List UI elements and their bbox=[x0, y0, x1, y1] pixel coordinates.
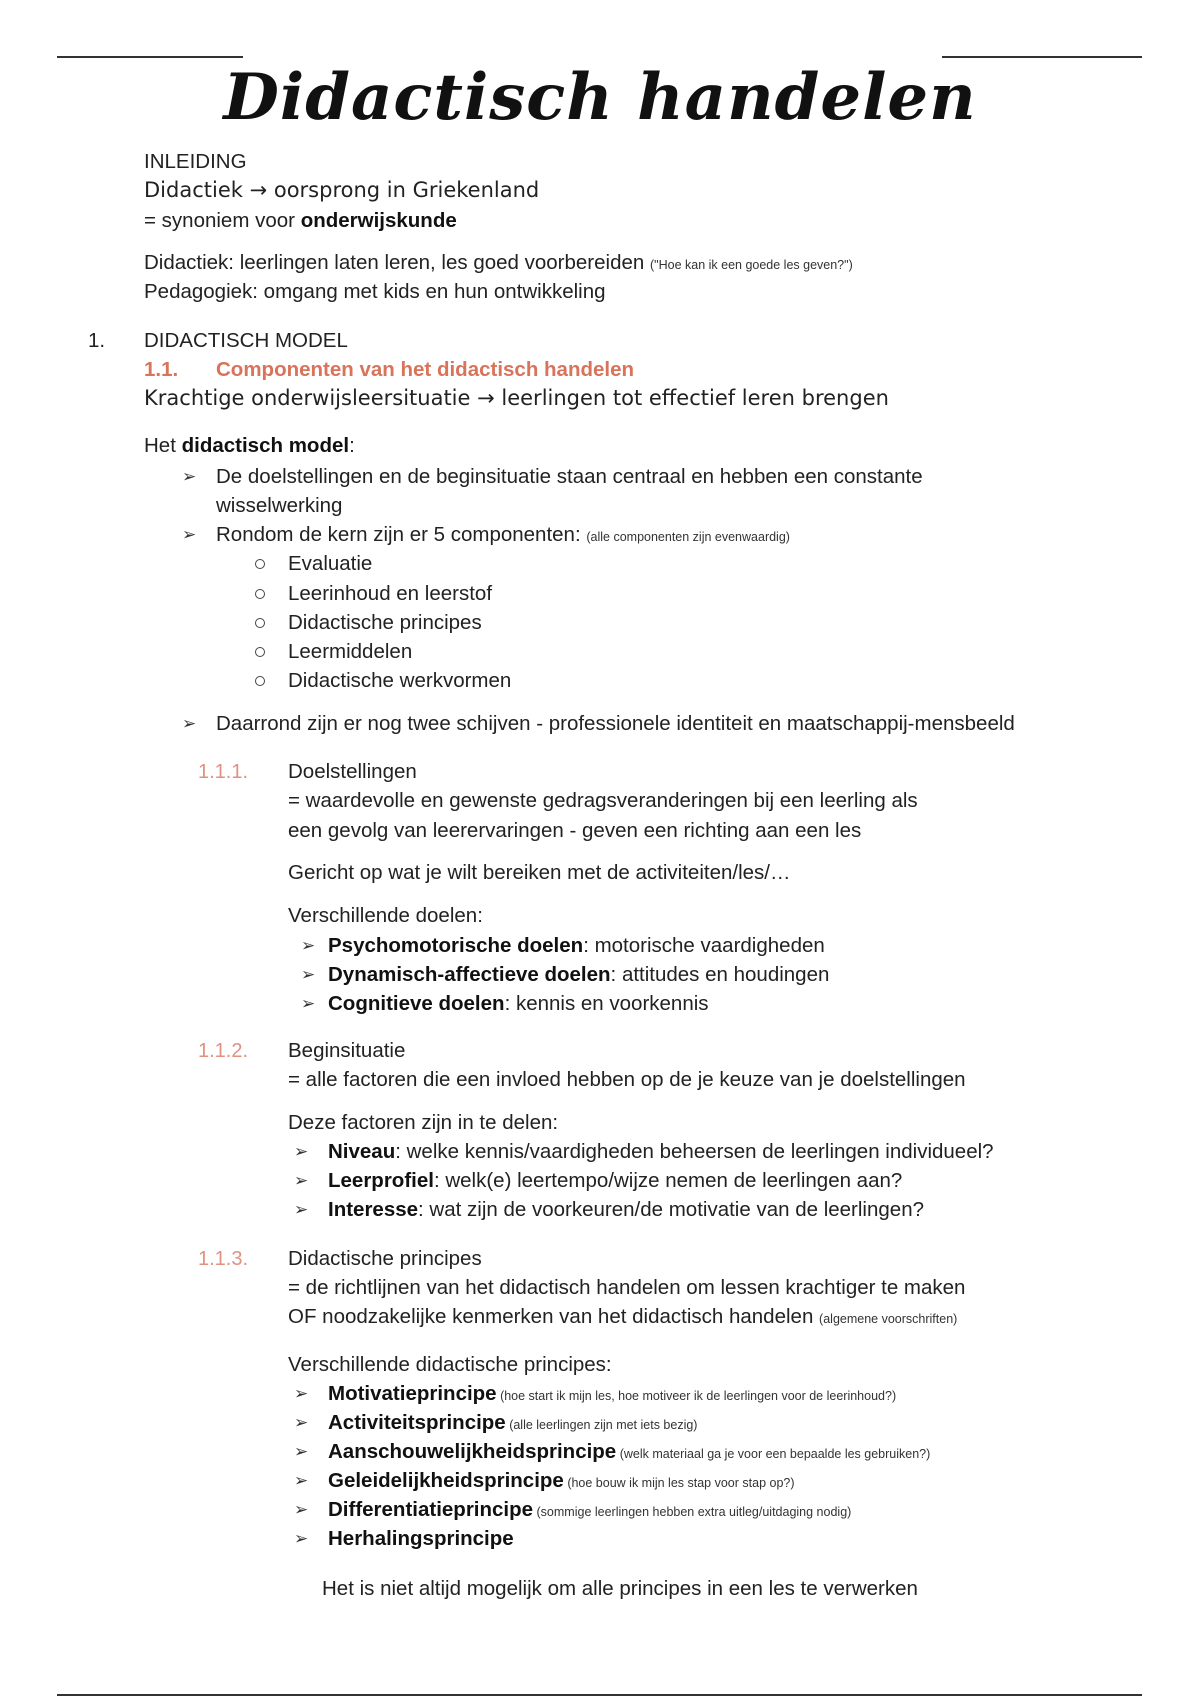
arrow-bullet-icon: ➢ bbox=[301, 994, 316, 1013]
arrow-bullet-icon: ➢ bbox=[294, 1471, 309, 1490]
component-item: Leermiddelen bbox=[288, 640, 413, 663]
arrow-bullet-icon: ➢ bbox=[294, 1500, 309, 1519]
beginsituatie-heading: Beginsituatie bbox=[288, 1039, 406, 1062]
subsection-number: 1.1. bbox=[144, 358, 179, 381]
doel-bold: Dynamisch-affectieve doelen bbox=[328, 963, 611, 986]
doel-text: : motorische vaardigheden bbox=[583, 934, 825, 957]
component-item: Leerinhoud en leerstof bbox=[288, 582, 493, 605]
arrow-bullet-icon: ➢ bbox=[182, 714, 197, 733]
principe-note: (hoe start ik mijn les, hoe motiveer ik de leerlingen voor de leerinhoud?) bbox=[496, 1389, 897, 1403]
arrow-bullet-icon: ➢ bbox=[294, 1384, 309, 1403]
principe-item bbox=[328, 1496, 851, 1526]
principe-item bbox=[328, 1467, 795, 1497]
factor-text: : wat zijn de voorkeuren/de motivatie van de leerlingen? bbox=[418, 1198, 924, 1221]
arrow-bullet-icon: ➢ bbox=[294, 1413, 309, 1432]
principes-def-1: = de richtlijnen van het didactisch handelen om lessen krachtiger te maken bbox=[288, 1276, 966, 1299]
principe-bold: Aanschouwelijkheidsprincipe bbox=[328, 1440, 617, 1463]
principes-def-2 bbox=[288, 1303, 957, 1333]
subsubsection-number: 1.1.1. bbox=[198, 761, 249, 783]
components-note: (alle componenten zijn evenwaardig) bbox=[586, 530, 790, 544]
component-item: Didactische werkvormen bbox=[288, 669, 512, 692]
section-tagline: Krachtige onderwijsleersituatie → leerlingen tot effectief leren brengen bbox=[144, 386, 889, 410]
model-bold: didactisch model bbox=[181, 434, 350, 457]
principe-item bbox=[328, 1409, 697, 1439]
principe-note: (hoe bouw ik mijn les stap voor stap op?) bbox=[563, 1476, 795, 1490]
principe-note: (alle leerlingen zijn met iets bezig) bbox=[505, 1418, 698, 1432]
doel-item bbox=[328, 990, 709, 1018]
arrow-bullet-icon: ➢ bbox=[182, 525, 197, 544]
didactiek-text: Didactiek: leerlingen laten leren, les goed voorbereiden bbox=[144, 251, 650, 274]
circle-bullet-icon bbox=[255, 589, 265, 599]
model-heading bbox=[144, 432, 355, 460]
doelstellingen-def-1: = waardevolle en gewenste gedragsveranderingen bij een leerling als bbox=[288, 789, 918, 812]
principes-intro: Verschillende didactische principes: bbox=[288, 1353, 612, 1376]
factor-bold: Niveau bbox=[328, 1140, 396, 1163]
doelstellingen-gericht: Gericht op wat je wilt bereiken met de activiteiten/les/… bbox=[288, 861, 791, 884]
doelstellingen-heading: Doelstellingen bbox=[288, 760, 417, 783]
circle-bullet-icon bbox=[255, 676, 265, 686]
document-title: Didactisch handelen bbox=[223, 60, 977, 135]
component-item: Didactische principes bbox=[288, 611, 482, 634]
principe-note: (welk materiaal ga je voor een bepaalde les gebruiken?) bbox=[616, 1447, 931, 1461]
principe-item bbox=[328, 1438, 930, 1468]
arrow-bullet-icon: ➢ bbox=[294, 1529, 309, 1548]
doel-item bbox=[328, 961, 829, 989]
didactiek-definition bbox=[144, 249, 853, 279]
subsubsection-number: 1.1.2. bbox=[198, 1040, 249, 1062]
intro-line-synoniem bbox=[144, 207, 457, 235]
arrow-bullet-icon: ➢ bbox=[301, 936, 316, 955]
arrow-bullet-icon: ➢ bbox=[294, 1142, 309, 1161]
model-pre: Het bbox=[144, 434, 182, 457]
model-bullet-2 bbox=[216, 521, 790, 551]
model-post: : bbox=[349, 434, 355, 457]
principes-heading: Didactische principes bbox=[288, 1247, 482, 1270]
factoren-intro: Deze factoren zijn in te delen: bbox=[288, 1111, 559, 1134]
principe-bold: Herhalingsprincipe bbox=[328, 1527, 514, 1550]
doel-bold: Psychomotorische doelen bbox=[328, 934, 584, 957]
factor-bold: Leerprofiel bbox=[328, 1169, 434, 1192]
principe-bold: Geleidelijkheidsprincipe bbox=[328, 1469, 564, 1492]
synoniem-text: = synoniem voor bbox=[144, 209, 301, 232]
factor-item bbox=[328, 1138, 994, 1166]
arrow-bullet-icon: ➢ bbox=[182, 467, 197, 486]
factor-bold: Interesse bbox=[328, 1198, 419, 1221]
bottom-rule bbox=[57, 1694, 1142, 1696]
factor-text: : welke kennis/vaardigheden beheersen de leerlingen individueel? bbox=[395, 1140, 994, 1163]
subsection-heading: Componenten van het didactisch handelen bbox=[216, 358, 635, 381]
principes-def-2-text: OF noodzakelijke kenmerken van het didactisch handelen bbox=[288, 1305, 820, 1328]
principes-def-2-note: (algemene voorschriften) bbox=[819, 1312, 958, 1326]
pedagogiek-definition: Pedagogiek: omgang met kids en hun ontwikkeling bbox=[144, 280, 606, 303]
principes-closing: Het is niet altijd mogelijk om alle principes in een les te verwerken bbox=[322, 1577, 918, 1600]
model-bullet-1-line-2: wisselwerking bbox=[216, 494, 343, 517]
arrow-bullet-icon: ➢ bbox=[294, 1200, 309, 1219]
intro-line-oorsprong: Didactiek → oorsprong in Griekenland bbox=[144, 178, 540, 202]
factor-item bbox=[328, 1196, 924, 1224]
circle-bullet-icon bbox=[255, 559, 265, 569]
subsubsection-number: 1.1.3. bbox=[198, 1248, 249, 1270]
doel-item bbox=[328, 932, 825, 960]
principe-note: (sommige leerlingen hebben extra uitleg/uitdaging nodig) bbox=[533, 1505, 852, 1519]
section-number: 1. bbox=[88, 329, 106, 352]
beginsituatie-def: = alle factoren die een invloed hebben op de je keuze van je doelstellingen bbox=[288, 1068, 966, 1091]
doelstellingen-def-2: een gevolg van leerervaringen - geven een richting aan een les bbox=[288, 819, 862, 842]
model-bullet-1-line-1: De doelstellingen en de beginsituatie staan centraal en hebben een constante bbox=[216, 465, 923, 488]
model-bullet-3: Daarrond zijn er nog twee schijven - professionele identiteit en maatschappij-mensbeeld bbox=[216, 712, 1015, 735]
section-heading: DIDACTISCH MODEL bbox=[144, 329, 348, 352]
doel-text: : attitudes en houdingen bbox=[610, 963, 830, 986]
intro-heading: INLEIDING bbox=[144, 150, 247, 173]
arrow-bullet-icon: ➢ bbox=[294, 1442, 309, 1461]
circle-bullet-icon bbox=[255, 618, 265, 628]
didactiek-note: ("Hoe kan ik een goede les geven?") bbox=[649, 258, 853, 272]
principe-bold: Differentiatieprincipe bbox=[328, 1498, 534, 1521]
factor-item bbox=[328, 1167, 902, 1195]
arrow-bullet-icon: ➢ bbox=[294, 1171, 309, 1190]
circle-bullet-icon bbox=[255, 647, 265, 657]
principe-bold: Motivatieprincipe bbox=[328, 1382, 497, 1405]
principe-bold: Activiteitsprincipe bbox=[328, 1411, 506, 1434]
doelen-intro: Verschillende doelen: bbox=[288, 904, 483, 927]
factor-text: : welk(e) leertempo/wijze nemen de leerlingen aan? bbox=[433, 1169, 903, 1192]
doel-bold: Cognitieve doelen bbox=[328, 992, 505, 1015]
doel-text: : kennis en voorkennis bbox=[504, 992, 709, 1015]
arrow-bullet-icon: ➢ bbox=[301, 965, 316, 984]
principe-item bbox=[328, 1525, 514, 1555]
principe-item bbox=[328, 1380, 896, 1410]
synoniem-bold: onderwijskunde bbox=[300, 209, 457, 232]
component-item: Evaluatie bbox=[288, 552, 373, 575]
components-text: Rondom de kern zijn er 5 componenten: bbox=[216, 523, 587, 546]
